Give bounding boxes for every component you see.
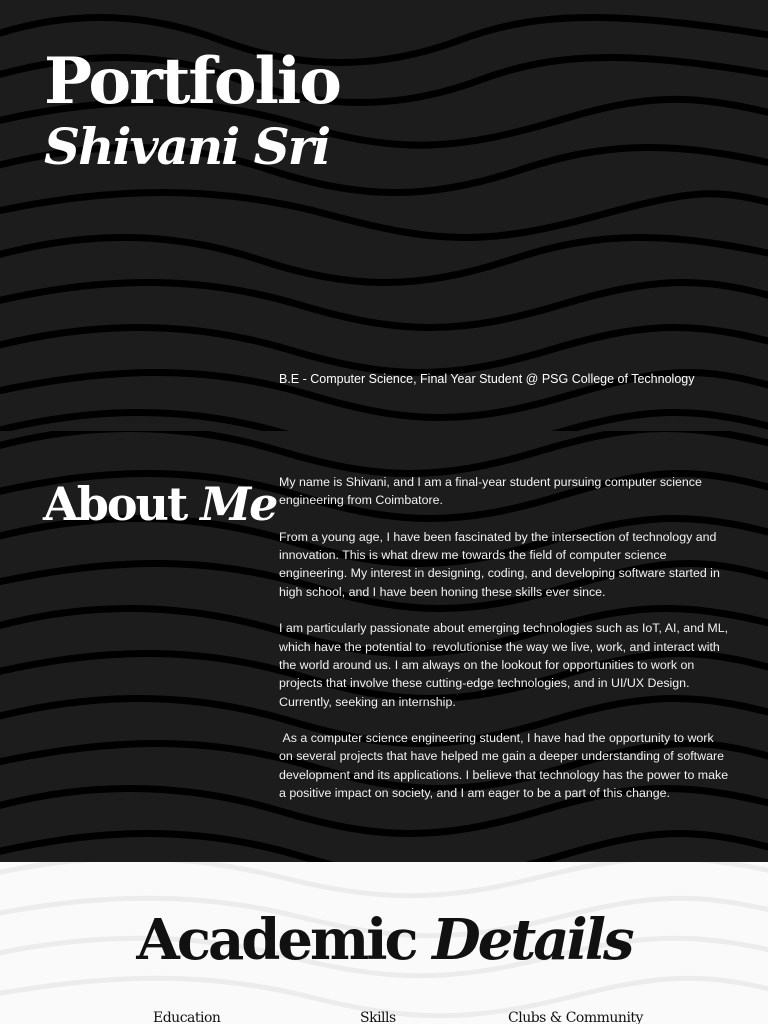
about-section [0, 431, 768, 862]
about-heading-italic: Me [200, 477, 277, 531]
tagline: B.E - Computer Science, Final Year Student @ PSG College of Technology [279, 372, 695, 386]
column-education: Education [153, 1010, 221, 1024]
column-skills: Skills [360, 1010, 396, 1024]
about-paragraph: As a computer science engineering student, I have had the opportunity to work on several projects that have helped me gain a deeper understanding of software development and its applications. I believe that technology has the power to make a positive impact on society, and I am eager to be a part of this change. [279, 731, 732, 801]
column-clubs-community: Clubs & Community [508, 1010, 643, 1024]
owner-name: Shivani Sri [44, 117, 330, 176]
academic-section [0, 862, 768, 1024]
about-paragraph: From a young age, I have been fascinated by the intersection of technology and innovation. This is what drew me towards the field of computer science engineering. My interest in designing, coding, and developing software started in high school, and I have been honing these skills ever since. [279, 529, 724, 599]
about-heading-plain: About [43, 477, 201, 531]
academic-heading [0, 907, 768, 973]
about-paragraph: I am particularly passionate about emerging technologies such as IoT, AI, and ML, which have the potential to revolutionise the way we live, work, and interact with the world around us. I am always on the lookout for opportunities to work on projects that involve these cutting-edge technologies, and in UI/UX Design. Currently, seeking an internship. [279, 621, 732, 709]
academic-heading-plain: Academic [136, 907, 433, 973]
about-text [279, 473, 732, 821]
page-title: Portfolio [44, 44, 340, 119]
hero-section [0, 0, 768, 431]
about-paragraph: My name is Shivani, and I am a final-year student pursuing computer science engineering from Coimbatore. [279, 475, 706, 508]
about-heading [43, 477, 277, 531]
academic-heading-italic: Details [432, 907, 632, 973]
